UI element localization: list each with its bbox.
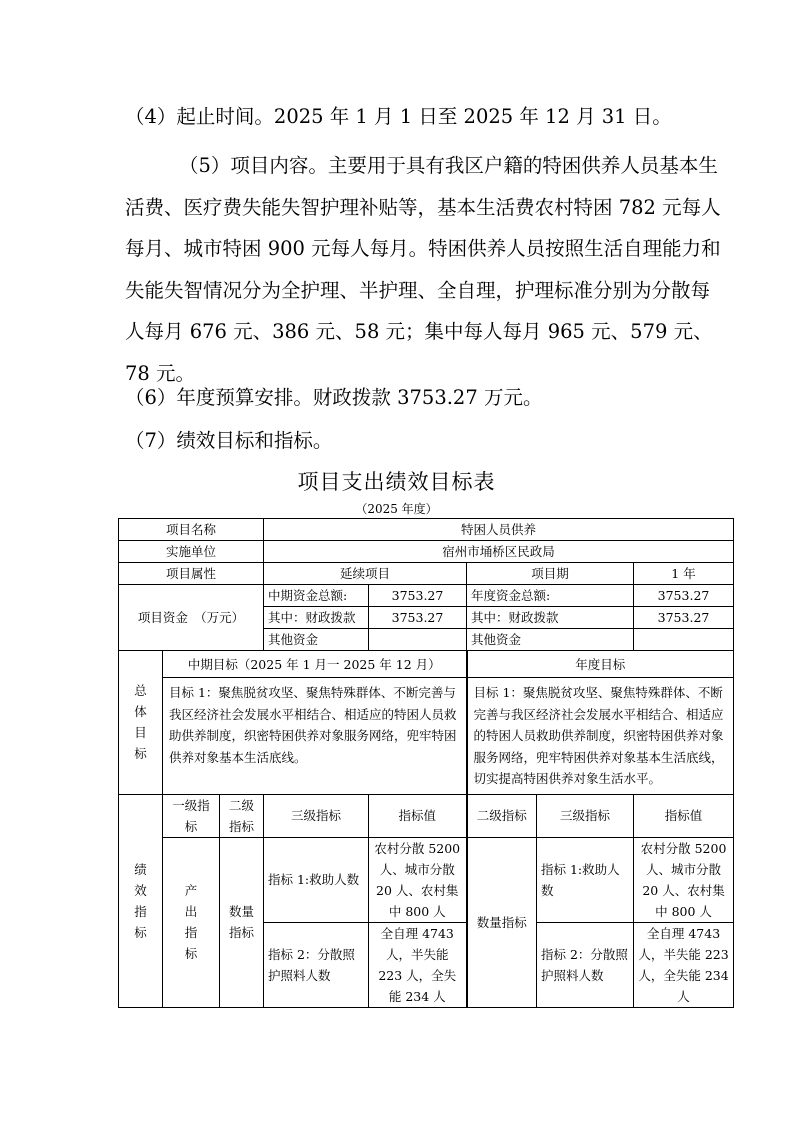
mid-term-other-label: 其他资金 (264, 629, 369, 651)
mid-term-fiscal-label: 其中：财政拨款 (264, 607, 369, 629)
project-period-label: 项目期 (467, 563, 634, 585)
project-attribute-label: 项目属性 (119, 563, 264, 585)
annual-other-value (634, 629, 734, 651)
performance-goal-table (118, 518, 734, 1008)
indicator2-name-annual: 指标 2：分散照护照料人数 (537, 922, 634, 1007)
performance-indicator-label-cell (119, 794, 163, 1007)
indicator1-value: 农村分散 5200 人、城市分散 20 人、农村集中 800 人 (369, 837, 467, 922)
project-period-value: 1 年 (634, 563, 734, 585)
mid-term-total-label: 中期资金总额: (264, 585, 369, 607)
paragraph-project-content: （5）项目内容。主要用于具有我区户籍的特困供养人员基本生活费、医疗费失能失智护理补贴等，基本生活费农村特困 782 元每人每月、城市特困 900 元每人每月。特困供养人员按照生活自理能力和失能失智情况分为全护理、半护理、全自理，护理标准分别为分散每人每月 676 元、386 元、58 元；集中每人每月 965 元、579 元、78 元。 (125, 154, 721, 385)
project-attribute-value: 延续项目 (264, 563, 467, 585)
quantity-indicator-annual: 数量指标 (467, 837, 537, 1007)
implementing-unit-value: 宿州市埇桥区民政局 (264, 541, 734, 563)
indicator2-value-annual: 全自理 4743 人，半失能 223 人，全失能 234 人 (634, 922, 734, 1007)
project-funds-label: 项目资金 （万元） (119, 585, 264, 651)
indicator2-name: 指标 2：分散照护照料人数 (264, 922, 369, 1007)
indicator1-name: 指标 1:救助人数 (264, 837, 369, 922)
indicator1-value-annual: 农村分散 5200 人、城市分散 20 人、农村集中 800 人 (634, 837, 734, 922)
mid-term-goal-header: 中期目标（2025 年 1 月一 2025 年 12 月） (163, 651, 467, 678)
annual-total-value: 3753.27 (634, 585, 734, 607)
annual-fiscal-value: 3753.27 (634, 607, 734, 629)
header-level3: 三级指标 (264, 794, 369, 837)
header-level2-annual: 二级指标 (467, 794, 537, 837)
header-level1: 一级指标 (163, 794, 220, 837)
quantity-indicator-cell (220, 837, 264, 1007)
output-indicator-cell (163, 837, 220, 1007)
paragraph-performance-goals: （7）绩效目标和指标。 (125, 429, 333, 452)
table-title: 项目支出绩效目标表 (297, 470, 496, 494)
implementing-unit-label: 实施单位 (119, 541, 264, 563)
overall-goal-label-cell (119, 651, 163, 795)
project-name-label: 项目名称 (119, 519, 264, 541)
header-value-annual: 指标值 (634, 794, 734, 837)
project-name-value: 特困人员供养 (264, 519, 734, 541)
header-value: 指标值 (369, 794, 467, 837)
header-level2: 二级指标 (220, 794, 264, 837)
annual-other-label: 其他资金 (467, 629, 634, 651)
performance-indicator-label: 绩效指标 (134, 861, 147, 940)
table-year: （2025 年度） (355, 502, 438, 516)
paragraph-annual-budget: （6）年度预算安排。财政拨款 3753.27 万元。 (125, 386, 543, 409)
output-indicator-label: 产出指标 (184, 883, 198, 961)
annual-goal-text: 目标 1：聚焦脱贫攻坚、聚焦特殊群体、不断完善与我区经济社会发展水平相结合、相适应的特困人员救助供养制度，织密特困供养对象服务网络，兜牢特困供养对象基本生活底线，切实提高特困供养对象生活水平。 (467, 678, 734, 795)
header-level3-annual: 三级指标 (537, 794, 634, 837)
mid-term-fiscal-value: 3753.27 (369, 607, 467, 629)
indicator2-value: 全自理 4743 人，半失能 223 人，全失能 234 人 (369, 922, 467, 1007)
quantity-indicator-label: 数量指标 (228, 904, 254, 940)
annual-total-label: 年度资金总额: (467, 585, 634, 607)
annual-goal-header: 年度目标 (467, 651, 734, 678)
overall-goal-label: 总体目标 (134, 683, 147, 762)
annual-fiscal-label: 其中：财政拨款 (467, 607, 634, 629)
mid-term-total-value: 3753.27 (369, 585, 467, 607)
paragraph-start-end-time: （4）起止时间。2025 年 1 月 1 日至 2025 年 12 月 31 日。 (125, 105, 672, 128)
mid-term-other-value (369, 629, 467, 651)
indicator1-name-annual: 指标 1:救助人数 (537, 837, 634, 922)
mid-term-goal-text: 目标 1：聚焦脱贫攻坚、聚焦特殊群体、不断完善与我区经济社会发展水平相结合、相适应的特困人员救助供养制度，织密特困供养对象服务网络，兜牢特困供养对象基本生活底线。 (163, 678, 467, 795)
